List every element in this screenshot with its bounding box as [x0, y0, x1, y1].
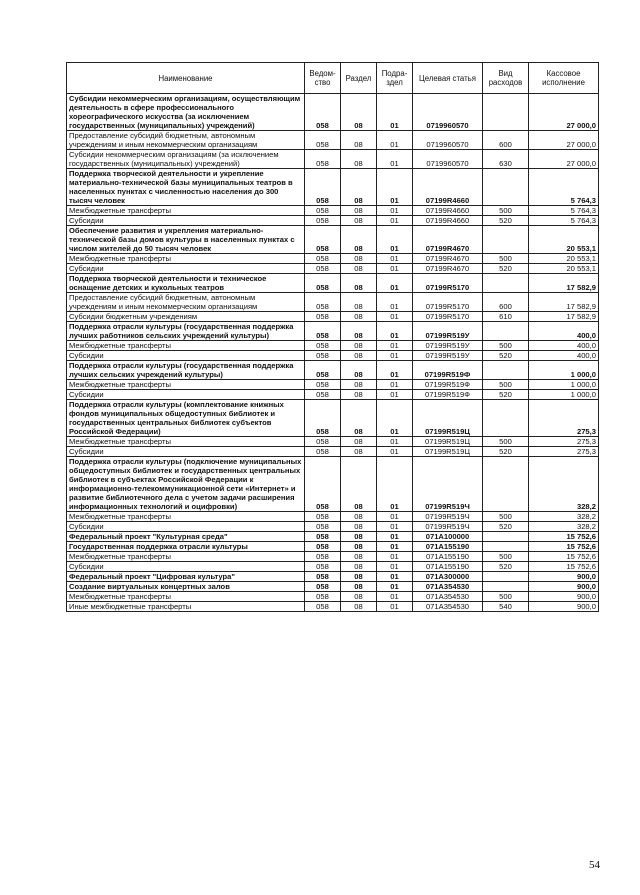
cell-expense-type — [483, 582, 529, 592]
cell-subsection: 01 — [377, 322, 413, 341]
cell-cash-execution: 900,0 — [529, 592, 599, 602]
table-header-row — [67, 63, 599, 94]
cell-target-article: 0719960570 — [413, 150, 483, 169]
cell-department: 058 — [305, 254, 341, 264]
cell-name: Субсидии некоммерческим организациям (за исключением государственных (муниципальных) учреждений) — [67, 150, 305, 169]
table-row — [67, 351, 599, 361]
cell-name: Межбюджетные трансферты — [67, 512, 305, 522]
cell-expense-type — [483, 169, 529, 206]
cell-department: 058 — [305, 552, 341, 562]
cell-target-article: 07199R4660 — [413, 206, 483, 216]
cell-department: 058 — [305, 562, 341, 572]
cell-name: Межбюджетные трансферты — [67, 254, 305, 264]
table-row — [67, 150, 599, 169]
cell-target-article: 071A354530 — [413, 602, 483, 612]
cell-section: 08 — [341, 457, 377, 512]
cell-cash-execution: 20 553,1 — [529, 254, 599, 264]
cell-name: Субсидии — [67, 216, 305, 226]
cell-expense-type: 600 — [483, 131, 529, 150]
cell-cash-execution: 5 764,3 — [529, 216, 599, 226]
table-row — [67, 361, 599, 380]
cell-name: Межбюджетные трансферты — [67, 380, 305, 390]
cell-name: Государственная поддержка отрасли культуры — [67, 542, 305, 552]
cell-subsection: 01 — [377, 400, 413, 437]
table-row — [67, 341, 599, 351]
cell-cash-execution: 328,2 — [529, 522, 599, 532]
cell-name: Межбюджетные трансферты — [67, 206, 305, 216]
cell-name: Поддержка отрасли культуры (подключение муниципальных общедоступных библиотек и государственных центральных библиотек в субъектах Российской Федерации к информационно-телекоммуникационной сети «Интернет» и развитие библиотечного дела с учетом задачи расширения информационных технологий и оцифровки) — [67, 457, 305, 512]
table-row — [67, 94, 599, 131]
cell-name: Иные межбюджетные трансферты — [67, 602, 305, 612]
cell-subsection: 01 — [377, 351, 413, 361]
cell-target-article: 07199R5170 — [413, 293, 483, 312]
cell-target-article: 07199R519Ф — [413, 361, 483, 380]
cell-name: Федеральный проект "Цифровая культура" — [67, 572, 305, 582]
cell-name: Субсидии — [67, 562, 305, 572]
cell-department: 058 — [305, 312, 341, 322]
cell-cash-execution: 328,2 — [529, 457, 599, 512]
cell-department: 058 — [305, 341, 341, 351]
table-row — [67, 552, 599, 562]
cell-expense-type: 520 — [483, 390, 529, 400]
table-row — [67, 216, 599, 226]
cell-expense-type: 500 — [483, 206, 529, 216]
cell-department: 058 — [305, 169, 341, 206]
cell-expense-type: 500 — [483, 512, 529, 522]
cell-subsection: 01 — [377, 341, 413, 351]
cell-section: 08 — [341, 226, 377, 254]
cell-target-article: 071A155190 — [413, 552, 483, 562]
cell-section: 08 — [341, 94, 377, 131]
table-row — [67, 512, 599, 522]
cell-section: 08 — [341, 341, 377, 351]
cell-name: Межбюджетные трансферты — [67, 341, 305, 351]
cell-section: 08 — [341, 552, 377, 562]
cell-subsection: 01 — [377, 274, 413, 293]
cell-expense-type — [483, 274, 529, 293]
budget-table — [66, 62, 599, 612]
header-section: Раздел — [341, 63, 377, 94]
cell-target-article: 07199R519Ф — [413, 380, 483, 390]
cell-section: 08 — [341, 400, 377, 437]
cell-subsection: 01 — [377, 264, 413, 274]
cell-department: 058 — [305, 390, 341, 400]
cell-expense-type — [483, 532, 529, 542]
table-row — [67, 532, 599, 542]
cell-department: 058 — [305, 542, 341, 552]
cell-expense-type — [483, 322, 529, 341]
cell-name: Поддержка отрасли культуры (государственная поддержка лучших сельских учреждений культуры) — [67, 361, 305, 380]
cell-subsection: 01 — [377, 226, 413, 254]
cell-name: Субсидии бюджетным учреждениям — [67, 312, 305, 322]
table-row — [67, 169, 599, 206]
cell-subsection: 01 — [377, 169, 413, 206]
cell-expense-type: 520 — [483, 562, 529, 572]
table-body — [67, 94, 599, 612]
cell-target-article: 0719960570 — [413, 94, 483, 131]
cell-name: Межбюджетные трансферты — [67, 592, 305, 602]
cell-expense-type: 500 — [483, 552, 529, 562]
table-row — [67, 592, 599, 602]
cell-name: Предоставление субсидий бюджетным, автономным учреждениям и иным некоммерческим организациям — [67, 293, 305, 312]
cell-name: Межбюджетные трансферты — [67, 437, 305, 447]
header-cash-execution: Кассовое исполнение — [529, 63, 599, 94]
cell-cash-execution: 400,0 — [529, 322, 599, 341]
header-department: Ведом-ство — [305, 63, 341, 94]
cell-expense-type — [483, 457, 529, 512]
cell-expense-type — [483, 542, 529, 552]
cell-department: 058 — [305, 351, 341, 361]
cell-name: Субсидии — [67, 264, 305, 274]
table-row — [67, 437, 599, 447]
cell-section: 08 — [341, 522, 377, 532]
cell-cash-execution: 17 582,9 — [529, 274, 599, 293]
cell-target-article: 07199R519Ц — [413, 447, 483, 457]
cell-section: 08 — [341, 312, 377, 322]
cell-target-article: 07199R519Ц — [413, 400, 483, 437]
cell-cash-execution: 1 000,0 — [529, 361, 599, 380]
cell-cash-execution: 900,0 — [529, 602, 599, 612]
cell-section: 08 — [341, 602, 377, 612]
cell-department: 058 — [305, 457, 341, 512]
cell-subsection: 01 — [377, 131, 413, 150]
cell-subsection: 01 — [377, 361, 413, 380]
cell-department: 058 — [305, 602, 341, 612]
cell-department: 058 — [305, 512, 341, 522]
cell-section: 08 — [341, 390, 377, 400]
cell-cash-execution: 400,0 — [529, 351, 599, 361]
cell-cash-execution: 5 764,3 — [529, 169, 599, 206]
table-row — [67, 447, 599, 457]
cell-department: 058 — [305, 274, 341, 293]
cell-cash-execution: 328,2 — [529, 512, 599, 522]
header-name: Наименование — [67, 63, 305, 94]
cell-department: 058 — [305, 400, 341, 437]
cell-name: Субсидии некоммерческим организациям, осуществляющим деятельность в сфере профессионального хореографического искусства (за исключением государственных (муниципальных) учреждений) — [67, 94, 305, 131]
cell-expense-type: 500 — [483, 254, 529, 264]
cell-department: 058 — [305, 216, 341, 226]
cell-subsection: 01 — [377, 542, 413, 552]
cell-cash-execution: 17 582,9 — [529, 312, 599, 322]
cell-subsection: 01 — [377, 552, 413, 562]
cell-expense-type: 520 — [483, 447, 529, 457]
table-row — [67, 226, 599, 254]
cell-target-article: 071A354530 — [413, 592, 483, 602]
cell-cash-execution: 20 553,1 — [529, 226, 599, 254]
cell-section: 08 — [341, 274, 377, 293]
cell-target-article: 07199R5170 — [413, 274, 483, 293]
cell-section: 08 — [341, 361, 377, 380]
table-row — [67, 274, 599, 293]
cell-expense-type — [483, 361, 529, 380]
cell-target-article: 07199R519Ц — [413, 437, 483, 447]
cell-subsection: 01 — [377, 522, 413, 532]
cell-target-article: 07199R519Ф — [413, 390, 483, 400]
cell-name: Субсидии — [67, 390, 305, 400]
cell-department: 058 — [305, 361, 341, 380]
cell-name: Поддержка отрасли культуры (комплектование книжных фондов муниципальных общедоступных библиотек и государственных центральных библиотек субъектов Российской Федерации) — [67, 400, 305, 437]
table-row — [67, 264, 599, 274]
table-row — [67, 582, 599, 592]
table-row — [67, 322, 599, 341]
cell-expense-type: 520 — [483, 522, 529, 532]
cell-section: 08 — [341, 380, 377, 390]
cell-name: Поддержка творческой деятельности и техническое оснащение детских и кукольных театров — [67, 274, 305, 293]
table-row — [67, 522, 599, 532]
cell-subsection: 01 — [377, 447, 413, 457]
cell-section: 08 — [341, 206, 377, 216]
cell-name: Предоставление субсидий бюджетным, автономным учреждениям и иным некоммерческим организациям — [67, 131, 305, 150]
cell-department: 058 — [305, 437, 341, 447]
cell-section: 08 — [341, 582, 377, 592]
cell-department: 058 — [305, 94, 341, 131]
cell-cash-execution: 5 764,3 — [529, 206, 599, 216]
cell-section: 08 — [341, 150, 377, 169]
cell-section: 08 — [341, 351, 377, 361]
cell-subsection: 01 — [377, 380, 413, 390]
cell-expense-type — [483, 94, 529, 131]
cell-department: 058 — [305, 532, 341, 542]
cell-expense-type: 630 — [483, 150, 529, 169]
cell-name: Поддержка творческой деятельности и укрепление материально-технической базы муниципальных театров в населенных пунктах с численностью населения до 300 тысяч человек — [67, 169, 305, 206]
cell-name: Межбюджетные трансферты — [67, 552, 305, 562]
cell-section: 08 — [341, 131, 377, 150]
cell-section: 08 — [341, 572, 377, 582]
cell-expense-type: 540 — [483, 602, 529, 612]
table-row — [67, 390, 599, 400]
cell-cash-execution: 15 752,6 — [529, 532, 599, 542]
cell-cash-execution: 1 000,0 — [529, 380, 599, 390]
cell-target-article: 07199R4660 — [413, 216, 483, 226]
cell-department: 058 — [305, 582, 341, 592]
cell-department: 058 — [305, 226, 341, 254]
cell-subsection: 01 — [377, 592, 413, 602]
table-row — [67, 457, 599, 512]
cell-section: 08 — [341, 592, 377, 602]
cell-target-article: 071A155190 — [413, 562, 483, 572]
cell-department: 058 — [305, 131, 341, 150]
cell-target-article: 071A300000 — [413, 572, 483, 582]
cell-target-article: 071A155190 — [413, 542, 483, 552]
cell-department: 058 — [305, 206, 341, 216]
cell-section: 08 — [341, 293, 377, 312]
cell-cash-execution: 15 752,6 — [529, 552, 599, 562]
cell-target-article: 07199R519Ч — [413, 457, 483, 512]
cell-section: 08 — [341, 562, 377, 572]
cell-expense-type: 500 — [483, 341, 529, 351]
cell-subsection: 01 — [377, 572, 413, 582]
cell-subsection: 01 — [377, 512, 413, 522]
cell-target-article: 07199R5170 — [413, 312, 483, 322]
cell-expense-type: 500 — [483, 380, 529, 390]
cell-target-article: 0719960570 — [413, 131, 483, 150]
table-row — [67, 542, 599, 552]
cell-cash-execution: 15 752,6 — [529, 542, 599, 552]
cell-expense-type: 520 — [483, 216, 529, 226]
cell-target-article: 07199R4670 — [413, 254, 483, 264]
cell-name: Обеспечение развития и укрепления материально-технической базы домов культуры в населенных пунктах с числом жителей до 50 тысяч человек — [67, 226, 305, 254]
cell-cash-execution: 400,0 — [529, 341, 599, 351]
table-row — [67, 400, 599, 437]
cell-name: Поддержка отрасли культуры (государственная поддержка лучших работников сельских учреждений культуры) — [67, 322, 305, 341]
cell-cash-execution: 20 553,1 — [529, 264, 599, 274]
cell-subsection: 01 — [377, 94, 413, 131]
header-subsection: Подра-здел — [377, 63, 413, 94]
cell-cash-execution: 17 582,9 — [529, 293, 599, 312]
table-row — [67, 380, 599, 390]
cell-department: 058 — [305, 293, 341, 312]
cell-department: 058 — [305, 380, 341, 390]
cell-section: 08 — [341, 532, 377, 542]
cell-subsection: 01 — [377, 532, 413, 542]
cell-section: 08 — [341, 264, 377, 274]
cell-cash-execution: 27 000,0 — [529, 131, 599, 150]
cell-cash-execution: 900,0 — [529, 572, 599, 582]
cell-department: 058 — [305, 592, 341, 602]
table-row — [67, 312, 599, 322]
cell-subsection: 01 — [377, 206, 413, 216]
header-expense-type: Вид расходов — [483, 63, 529, 94]
cell-target-article: 07199R519Ч — [413, 512, 483, 522]
cell-subsection: 01 — [377, 150, 413, 169]
cell-target-article: 07199R4670 — [413, 264, 483, 274]
cell-cash-execution: 275,3 — [529, 447, 599, 457]
cell-expense-type — [483, 572, 529, 582]
table-row — [67, 206, 599, 216]
cell-department: 058 — [305, 322, 341, 341]
cell-subsection: 01 — [377, 216, 413, 226]
cell-cash-execution: 1 000,0 — [529, 390, 599, 400]
table-row — [67, 131, 599, 150]
cell-subsection: 01 — [377, 390, 413, 400]
cell-subsection: 01 — [377, 602, 413, 612]
cell-target-article: 07199R519У — [413, 351, 483, 361]
cell-name: Субсидии — [67, 351, 305, 361]
cell-cash-execution: 900,0 — [529, 582, 599, 592]
cell-name: Субсидии — [67, 522, 305, 532]
cell-department: 058 — [305, 522, 341, 532]
cell-target-article: 071A354530 — [413, 582, 483, 592]
cell-cash-execution: 15 752,6 — [529, 562, 599, 572]
cell-expense-type: 600 — [483, 293, 529, 312]
cell-target-article: 07199R519У — [413, 322, 483, 341]
cell-target-article: 07199R4660 — [413, 169, 483, 206]
cell-subsection: 01 — [377, 437, 413, 447]
cell-cash-execution: 27 000,0 — [529, 150, 599, 169]
cell-subsection: 01 — [377, 582, 413, 592]
cell-department: 058 — [305, 572, 341, 582]
cell-section: 08 — [341, 254, 377, 264]
cell-section: 08 — [341, 437, 377, 447]
cell-section: 08 — [341, 216, 377, 226]
cell-section: 08 — [341, 447, 377, 457]
cell-section: 08 — [341, 322, 377, 341]
cell-expense-type: 500 — [483, 437, 529, 447]
cell-expense-type — [483, 400, 529, 437]
cell-name: Субсидии — [67, 447, 305, 457]
cell-name: Федеральный проект "Культурная среда" — [67, 532, 305, 542]
cell-expense-type: 610 — [483, 312, 529, 322]
header-target-article: Целевая статья — [413, 63, 483, 94]
page-number: 54 — [589, 859, 600, 871]
cell-cash-execution: 275,3 — [529, 400, 599, 437]
cell-subsection: 01 — [377, 293, 413, 312]
table-row — [67, 602, 599, 612]
cell-cash-execution: 275,3 — [529, 437, 599, 447]
cell-target-article: 07199R519У — [413, 341, 483, 351]
cell-subsection: 01 — [377, 254, 413, 264]
cell-department: 058 — [305, 447, 341, 457]
cell-subsection: 01 — [377, 562, 413, 572]
cell-cash-execution: 27 000,0 — [529, 94, 599, 131]
cell-expense-type: 520 — [483, 264, 529, 274]
table-row — [67, 562, 599, 572]
cell-section: 08 — [341, 542, 377, 552]
cell-subsection: 01 — [377, 312, 413, 322]
cell-section: 08 — [341, 169, 377, 206]
cell-expense-type: 520 — [483, 351, 529, 361]
cell-department: 058 — [305, 150, 341, 169]
cell-department: 058 — [305, 264, 341, 274]
cell-target-article: 07199R519Ч — [413, 522, 483, 532]
cell-expense-type: 500 — [483, 592, 529, 602]
cell-section: 08 — [341, 512, 377, 522]
cell-subsection: 01 — [377, 457, 413, 512]
cell-target-article: 07199R4670 — [413, 226, 483, 254]
table-row — [67, 293, 599, 312]
cell-name: Создание виртуальных концертных залов — [67, 582, 305, 592]
table-row — [67, 254, 599, 264]
cell-target-article: 071A100000 — [413, 532, 483, 542]
cell-expense-type — [483, 226, 529, 254]
table-row — [67, 572, 599, 582]
